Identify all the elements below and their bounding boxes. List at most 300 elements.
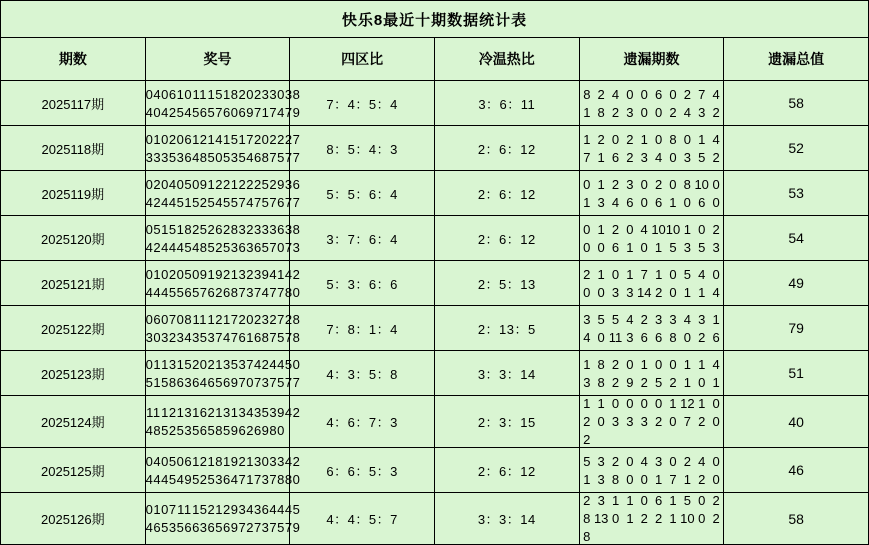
miss-count: 4 (655, 149, 663, 165)
number-ball: 54 (207, 194, 223, 210)
miss-count: 0 (669, 266, 677, 282)
number-ball: 33 (269, 453, 285, 469)
number-ball: 08 (176, 311, 193, 327)
table-row (1, 261, 869, 306)
cell-hot-cold-ratio: 2：5：13 (434, 261, 579, 306)
miss-count: 4 (698, 266, 706, 282)
miss-count: 1 (583, 471, 591, 487)
cell-issue: 2025126期 (1, 493, 146, 545)
number-ball: 27 (284, 131, 301, 147)
number-ball: 45 (284, 502, 301, 517)
column-header-hot-cold-ratio: 冷温热比 (434, 38, 579, 81)
miss-count: 2 (611, 356, 620, 372)
miss-count: 4 (640, 221, 648, 237)
miss-count: 0 (654, 396, 663, 411)
cell-numbers (145, 171, 301, 216)
number-ball: 37 (207, 329, 223, 345)
number-ball: 12 (192, 131, 208, 147)
number-ball: 32 (238, 221, 254, 237)
number-ball: 63 (176, 374, 193, 390)
number-ball: 73 (253, 520, 270, 535)
number-ball: 32 (238, 266, 254, 282)
number-ball: 57 (207, 104, 223, 120)
miss-count: 8 (611, 471, 620, 487)
miss-count: 1 (583, 356, 591, 372)
title-row (1, 1, 869, 38)
miss-count: 2 (712, 511, 720, 526)
number-ball: 36 (253, 502, 270, 517)
number-ball: 68 (253, 329, 270, 345)
number-ball: 35 (161, 149, 177, 165)
cell-miss-total: 52 (724, 126, 869, 171)
number-ball: 21 (207, 405, 223, 420)
number-ball: 69 (223, 520, 239, 535)
miss-count: 3 (712, 239, 720, 255)
miss-count: 3 (583, 311, 591, 327)
miss-count: 4 (583, 329, 591, 345)
number-ball: 53 (161, 520, 177, 535)
number-ball: 42 (284, 405, 301, 420)
number-ball: 19 (223, 453, 239, 469)
number-ball: 44 (161, 194, 177, 210)
number-ball: 73 (284, 239, 301, 255)
number-ball: 30 (145, 329, 162, 345)
miss-count: 2 (712, 149, 720, 165)
miss-count: 0 (626, 396, 634, 411)
table-row (1, 306, 869, 351)
number-ball: 37 (238, 356, 254, 372)
miss-count: 1 (597, 176, 605, 192)
miss-count: 3 (655, 311, 663, 327)
miss-count: 6 (655, 329, 663, 345)
number-ball: 73 (253, 471, 270, 487)
number-ball: 50 (207, 149, 223, 165)
column-header-miss-total: 遗漏总值 (724, 38, 869, 81)
cell-zone-ratio: 7：4：5：4 (290, 81, 435, 126)
miss-count: 1 (654, 239, 663, 255)
number-ball: 68 (253, 149, 270, 165)
number-ball: 18 (176, 221, 193, 237)
miss-count: 4 (611, 86, 620, 102)
miss-count: 1 (583, 396, 591, 411)
miss-count: 3 (683, 239, 692, 255)
number-ball: 01 (145, 266, 162, 282)
miss-count: 0 (712, 396, 720, 411)
miss-count: 1 (698, 284, 706, 300)
number-ball: 80 (269, 423, 285, 438)
miss-count: 0 (712, 266, 720, 282)
number-ball: 26 (207, 221, 223, 237)
number-ball: 59 (223, 423, 239, 438)
miss-count: 0 (669, 414, 677, 429)
miss-count: 2 (698, 329, 706, 345)
miss-count: 3 (611, 414, 620, 429)
number-ball: 12 (161, 405, 177, 420)
number-ball: 44 (145, 471, 162, 487)
miss-count: 0 (655, 131, 663, 147)
cell-hot-cold-ratio: 2：6：12 (434, 171, 579, 216)
number-ball: 07 (161, 502, 177, 517)
number-ball: 22 (269, 131, 285, 147)
number-ball: 64 (192, 374, 208, 390)
miss-count: 1 (669, 511, 677, 526)
number-ball: 13 (176, 405, 193, 420)
table-row (1, 493, 869, 545)
miss-count: 1 (583, 104, 591, 120)
number-ball: 34 (238, 502, 254, 517)
number-ball: 42 (161, 104, 177, 120)
number-ball: 15 (207, 86, 223, 102)
number-ball: 38 (284, 221, 301, 237)
number-ball: 48 (192, 239, 208, 255)
cell-miss-counts (579, 261, 724, 306)
cell-miss-counts (579, 493, 724, 545)
number-ball: 28 (284, 311, 301, 327)
number-ball: 36 (269, 221, 285, 237)
miss-count: 1 (597, 149, 605, 165)
number-ball: 52 (207, 239, 223, 255)
number-ball: 52 (161, 423, 177, 438)
miss-count: 0 (583, 176, 591, 192)
cell-miss-counts (579, 448, 724, 493)
miss-count: 8 (583, 86, 591, 102)
number-ball: 04 (145, 86, 162, 102)
miss-count: 4 (640, 453, 648, 469)
number-ball: 33 (145, 149, 162, 165)
cell-hot-cold-ratio: 3：3：14 (434, 493, 579, 545)
miss-count: 0 (640, 176, 648, 192)
miss-count: 3 (597, 194, 605, 210)
cell-miss-counts (579, 396, 724, 448)
number-ball: 52 (192, 471, 208, 487)
cell-issue: 2025124期 (1, 396, 146, 448)
miss-count: 5 (698, 239, 706, 255)
miss-count: 1 (583, 131, 591, 147)
miss-count: 7 (669, 471, 677, 487)
number-ball: 05 (145, 221, 162, 237)
miss-count: 7 (698, 86, 706, 102)
number-ball: 70 (238, 374, 254, 390)
number-ball: 02 (145, 176, 162, 192)
number-ball: 10 (176, 86, 193, 102)
miss-count: 1 (683, 356, 691, 372)
miss-count: 4 (712, 284, 720, 300)
miss-count: 0 (583, 239, 591, 255)
miss-count: 2 (669, 374, 677, 390)
number-ball: 71 (238, 471, 254, 487)
miss-count: 5 (583, 453, 591, 469)
miss-count: 0 (640, 396, 648, 411)
miss-count: 2 (626, 131, 634, 147)
number-ball: 56 (192, 423, 208, 438)
cell-miss-total: 51 (724, 351, 869, 396)
number-ball: 35 (192, 329, 208, 345)
number-ball: 07 (161, 311, 177, 327)
number-ball: 45 (161, 284, 177, 300)
number-ball: 77 (284, 374, 301, 390)
number-ball: 30 (269, 86, 285, 102)
miss-count: 5 (683, 493, 691, 508)
number-ball: 12 (207, 311, 223, 327)
cell-issue: 2025119期 (1, 171, 146, 216)
miss-count: 1 (640, 131, 648, 147)
number-ball: 70 (269, 239, 285, 255)
cell-zone-ratio: 5：5：6：4 (290, 171, 435, 216)
miss-count: 2 (712, 493, 720, 508)
miss-count: 2 (583, 266, 591, 282)
number-ball: 48 (145, 423, 162, 438)
miss-count: 9 (626, 374, 634, 390)
miss-count: 1 (698, 396, 706, 411)
miss-count: 2 (712, 104, 720, 120)
number-ball: 62 (207, 284, 223, 300)
miss-count: 2 (683, 453, 691, 469)
number-ball: 74 (238, 194, 254, 210)
miss-count: 4 (683, 311, 691, 327)
miss-count: 2 (669, 104, 677, 120)
table-row (1, 81, 869, 126)
miss-count: 10 (694, 176, 709, 192)
miss-count: 10 (665, 221, 681, 237)
number-ball: 06 (176, 453, 193, 469)
cell-numbers (145, 81, 301, 126)
number-ball: 44 (161, 239, 177, 255)
miss-count: 1 (683, 374, 691, 390)
number-ball: 35 (253, 405, 270, 420)
cell-miss-total: 46 (724, 448, 869, 493)
miss-count: 1 (712, 374, 720, 390)
miss-count: 6 (611, 149, 620, 165)
number-ball: 79 (284, 520, 301, 535)
miss-count: 5 (655, 374, 663, 390)
miss-count: 10 (680, 511, 695, 526)
miss-count: 8 (583, 529, 591, 544)
number-ball: 54 (238, 149, 254, 165)
miss-count: 1 (655, 471, 663, 487)
number-ball: 61 (238, 329, 254, 345)
column-header-zone-ratio: 四区比 (290, 38, 435, 81)
miss-count: 2 (611, 176, 620, 192)
column-header-miss-counts: 遗漏期数 (579, 38, 724, 81)
number-ball: 12 (207, 176, 223, 192)
miss-count: 3 (611, 284, 620, 300)
miss-count: 3 (626, 284, 634, 300)
number-ball: 55 (223, 194, 239, 210)
miss-count: 1 (669, 493, 677, 508)
miss-count: 0 (683, 194, 691, 210)
number-ball: 72 (238, 520, 254, 535)
miss-count: 1 (712, 311, 720, 327)
miss-count: 1 (669, 396, 677, 411)
number-ball: 50 (284, 356, 301, 372)
miss-count: 0 (626, 471, 634, 487)
cell-numbers (145, 351, 301, 396)
number-ball: 11 (192, 86, 208, 102)
miss-count: 0 (698, 511, 706, 526)
number-ball: 39 (269, 405, 285, 420)
miss-count: 10 (651, 221, 666, 237)
miss-count: 2 (626, 149, 634, 165)
number-ball: 15 (176, 356, 193, 372)
miss-count: 2 (712, 221, 720, 237)
number-ball: 01 (145, 131, 162, 147)
number-ball: 30 (253, 453, 270, 469)
miss-count: 0 (640, 471, 648, 487)
miss-count: 2 (698, 414, 706, 429)
number-ball: 77 (284, 194, 301, 210)
miss-count: 3 (640, 149, 648, 165)
number-ball: 39 (253, 266, 270, 282)
miss-count: 2 (611, 374, 620, 390)
miss-count: 0 (626, 356, 634, 372)
number-ball: 65 (207, 374, 223, 390)
miss-count: 4 (712, 356, 720, 372)
miss-count: 1 (698, 131, 706, 147)
miss-count: 0 (698, 493, 706, 508)
number-ball: 05 (176, 266, 193, 282)
number-ball: 76 (269, 194, 285, 210)
number-ball: 57 (192, 284, 208, 300)
number-ball: 17 (238, 131, 254, 147)
number-ball: 75 (269, 149, 285, 165)
number-ball: 65 (253, 239, 270, 255)
number-ball: 78 (269, 471, 285, 487)
miss-count: 0 (626, 221, 634, 237)
miss-count: 6 (712, 329, 720, 345)
number-ball: 80 (284, 471, 301, 487)
cell-hot-cold-ratio: 3：6：11 (434, 81, 579, 126)
miss-count: 2 (683, 86, 691, 102)
miss-count: 0 (640, 493, 648, 508)
miss-count: 0 (655, 104, 663, 120)
cell-zone-ratio: 8：5：4：3 (290, 126, 435, 171)
number-ball: 25 (192, 221, 208, 237)
miss-count: 1 (626, 493, 634, 508)
cell-numbers (145, 396, 301, 448)
miss-count: 4 (611, 194, 620, 210)
number-ball: 31 (223, 405, 239, 420)
miss-count: 0 (640, 86, 648, 102)
number-ball: 36 (176, 149, 193, 165)
number-ball: 11 (177, 502, 192, 517)
miss-count: 0 (640, 194, 648, 210)
miss-count: 1 (683, 221, 692, 237)
number-ball: 73 (253, 374, 270, 390)
miss-count: 0 (712, 176, 720, 192)
miss-count: 0 (669, 86, 677, 102)
table-row (1, 351, 869, 396)
number-ball: 42 (253, 356, 270, 372)
cell-miss-counts (579, 216, 724, 261)
miss-count: 3 (683, 149, 691, 165)
miss-count: 8 (597, 356, 605, 372)
number-ball: 01 (145, 356, 162, 372)
cell-miss-counts (579, 171, 724, 216)
number-ball: 53 (176, 423, 193, 438)
number-ball: 28 (223, 221, 239, 237)
cell-miss-total: 53 (724, 171, 869, 216)
cell-zone-ratio: 6：6：5：3 (290, 448, 435, 493)
cell-zone-ratio: 4：3：5：8 (290, 351, 435, 396)
cell-numbers (145, 126, 301, 171)
number-ball: 19 (207, 266, 223, 282)
number-ball: 75 (269, 329, 285, 345)
miss-count: 2 (583, 432, 591, 447)
miss-count: 0 (640, 239, 648, 255)
number-ball: 74 (269, 104, 285, 120)
miss-count: 1 (583, 194, 591, 210)
cell-numbers (145, 261, 301, 306)
number-ball: 05 (161, 453, 177, 469)
number-ball: 48 (192, 149, 208, 165)
miss-count: 7 (583, 149, 591, 165)
number-ball: 49 (176, 471, 193, 487)
number-ball: 17 (223, 311, 239, 327)
number-ball: 58 (207, 423, 223, 438)
miss-count: 1 (655, 266, 663, 282)
column-header-issue: 期数 (1, 38, 146, 81)
number-ball: 56 (176, 520, 193, 535)
miss-count: 4 (626, 311, 634, 327)
cell-hot-cold-ratio: 2：6：12 (434, 216, 579, 261)
number-ball: 73 (238, 284, 254, 300)
page-title: 快乐8最近十期数据统计表 (1, 1, 869, 38)
miss-count: 0 (626, 86, 634, 102)
miss-count: 0 (640, 104, 648, 120)
number-ball: 60 (223, 104, 239, 120)
cell-zone-ratio: 4：6：7：3 (290, 396, 435, 448)
number-ball: 02 (161, 131, 177, 147)
cell-zone-ratio: 3：7：6：4 (290, 216, 435, 261)
number-ball: 79 (284, 104, 301, 120)
cell-zone-ratio: 7：8：1：4 (290, 306, 435, 351)
number-ball: 51 (176, 194, 193, 210)
miss-count: 5 (611, 311, 620, 327)
number-ball: 42 (284, 266, 301, 282)
cell-numbers (145, 216, 301, 261)
miss-count: 2 (611, 221, 620, 237)
miss-count: 1 (698, 356, 706, 372)
cell-numbers (145, 448, 301, 493)
number-ball: 04 (161, 176, 177, 192)
miss-count: 0 (611, 511, 620, 526)
number-ball: 34 (238, 405, 254, 420)
miss-count: 3 (640, 414, 648, 429)
number-ball: 11 (146, 405, 161, 420)
miss-count: 0 (712, 194, 720, 210)
miss-count: 0 (712, 471, 720, 487)
number-ball: 15 (161, 221, 177, 237)
number-ball: 13 (161, 356, 177, 372)
number-ball: 35 (223, 356, 239, 372)
number-ball: 20 (238, 86, 254, 102)
miss-count: 3 (597, 453, 605, 469)
table-row (1, 171, 869, 216)
cell-hot-cold-ratio: 2：6：12 (434, 448, 579, 493)
miss-count: 1 (669, 194, 677, 210)
miss-count: 0 (712, 414, 720, 429)
number-ball: 46 (145, 520, 162, 535)
number-ball: 54 (176, 104, 193, 120)
number-ball: 74 (253, 284, 270, 300)
number-ball: 44 (269, 356, 285, 372)
miss-count: 6 (611, 239, 620, 255)
miss-count: 5 (597, 311, 605, 327)
miss-count: 3 (583, 374, 591, 390)
miss-count: 0 (669, 149, 677, 165)
miss-count: 0 (698, 221, 706, 237)
cell-zone-ratio: 4：4：5：7 (290, 493, 435, 545)
